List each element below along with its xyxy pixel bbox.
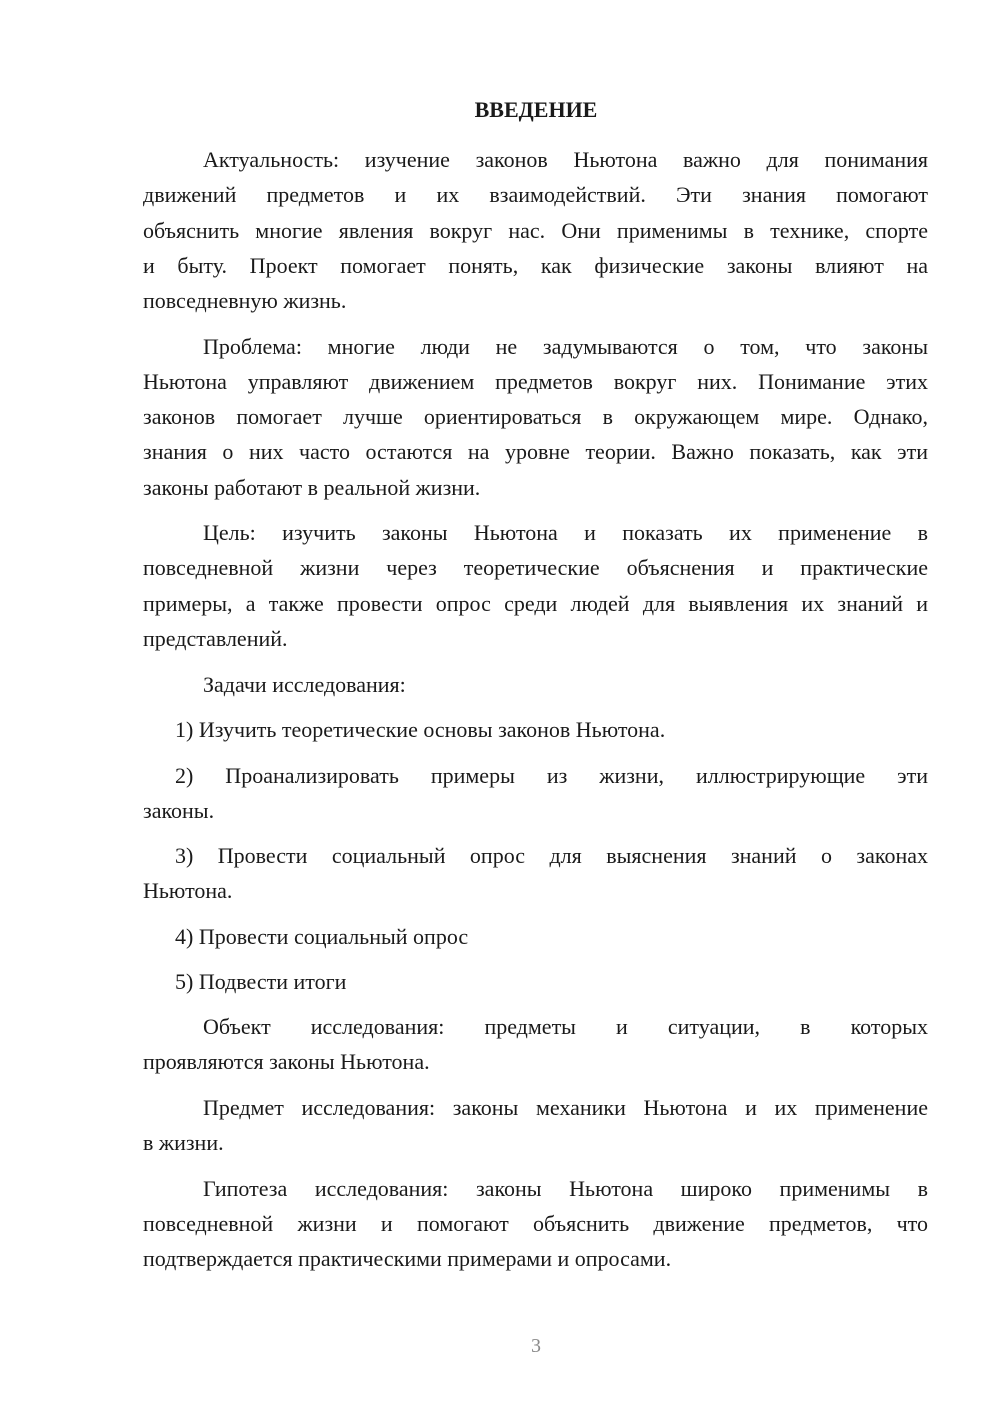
problem-line-2: Ньютона управляют движением предметов вокруг них. Понимание этих bbox=[143, 369, 928, 394]
goal-line-2: повседневной жизни через теоретические объяснения и практические bbox=[143, 555, 928, 580]
hypothesis-line-1: Гипотеза исследования: законы Ньютона широко применимы в bbox=[203, 1176, 928, 1201]
relevance-line-2: движений предметов и их взаимодействий. Эти знания помогают bbox=[143, 182, 928, 207]
problem-line-5: законы работают в реальной жизни. bbox=[143, 475, 481, 500]
relevance-line-3: объяснить многие явления вокруг нас. Они применимы в технике, спорте bbox=[143, 218, 928, 243]
hypothesis-line-2: повседневной жизни и помогают объяснить движение предметов, что bbox=[143, 1211, 928, 1236]
page-number: 3 bbox=[531, 1335, 541, 1357]
task-item-3-line-2: Ньютона. bbox=[143, 878, 233, 903]
task-item-5: 5) Подвести итоги bbox=[175, 969, 347, 994]
subject-line-2: в жизни. bbox=[143, 1130, 224, 1155]
object-line-2: проявляются законы Ньютона. bbox=[143, 1049, 430, 1074]
subject-line-1: Предмет исследования: законы механики Ньютона и их применение bbox=[203, 1095, 928, 1120]
task-item-4: 4) Провести социальный опрос bbox=[175, 924, 469, 949]
relevance-line-4: и быту. Проект помогает понять, как физические законы влияют на bbox=[143, 253, 928, 278]
hypothesis-line-3: подтверждается практическими примерами и опросами. bbox=[143, 1246, 672, 1271]
section-title: ВВЕДЕНИЕ bbox=[474, 97, 598, 122]
problem-line-3: законов помогает лучше ориентироваться в окружающем мире. Однако, bbox=[143, 404, 928, 429]
relevance-line-1: Актуальность: изучение законов Ньютона важно для понимания bbox=[203, 147, 928, 172]
object-line-1: Объект исследования: предметы и ситуации, в которых bbox=[203, 1014, 928, 1039]
task-item-2-line-2: законы. bbox=[143, 798, 215, 823]
problem-line-4: знания о них часто остаются на уровне теории. Важно показать, как эти bbox=[143, 439, 928, 464]
task-item-2-line-1: 2) Проанализировать примеры из жизни, иллюстрирующие эти bbox=[175, 763, 928, 788]
task-item-1: 1) Изучить теоретические основы законов Ньютона. bbox=[175, 717, 666, 742]
relevance-line-5: повседневную жизнь. bbox=[143, 288, 347, 313]
goal-line-4: представлений. bbox=[143, 626, 288, 651]
goal-line-3: примеры, а также провести опрос среди людей для выявления их знаний и bbox=[143, 591, 928, 616]
goal-line-1: Цель: изучить законы Ньютона и показать их применение в bbox=[203, 520, 928, 545]
problem-line-1: Проблема: многие люди не задумываются о том, что законы bbox=[203, 334, 928, 359]
task-item-3-line-1: 3) Провести социальный опрос для выяснения знаний о законах bbox=[175, 843, 928, 868]
tasks-heading: Задачи исследования: bbox=[203, 672, 406, 697]
